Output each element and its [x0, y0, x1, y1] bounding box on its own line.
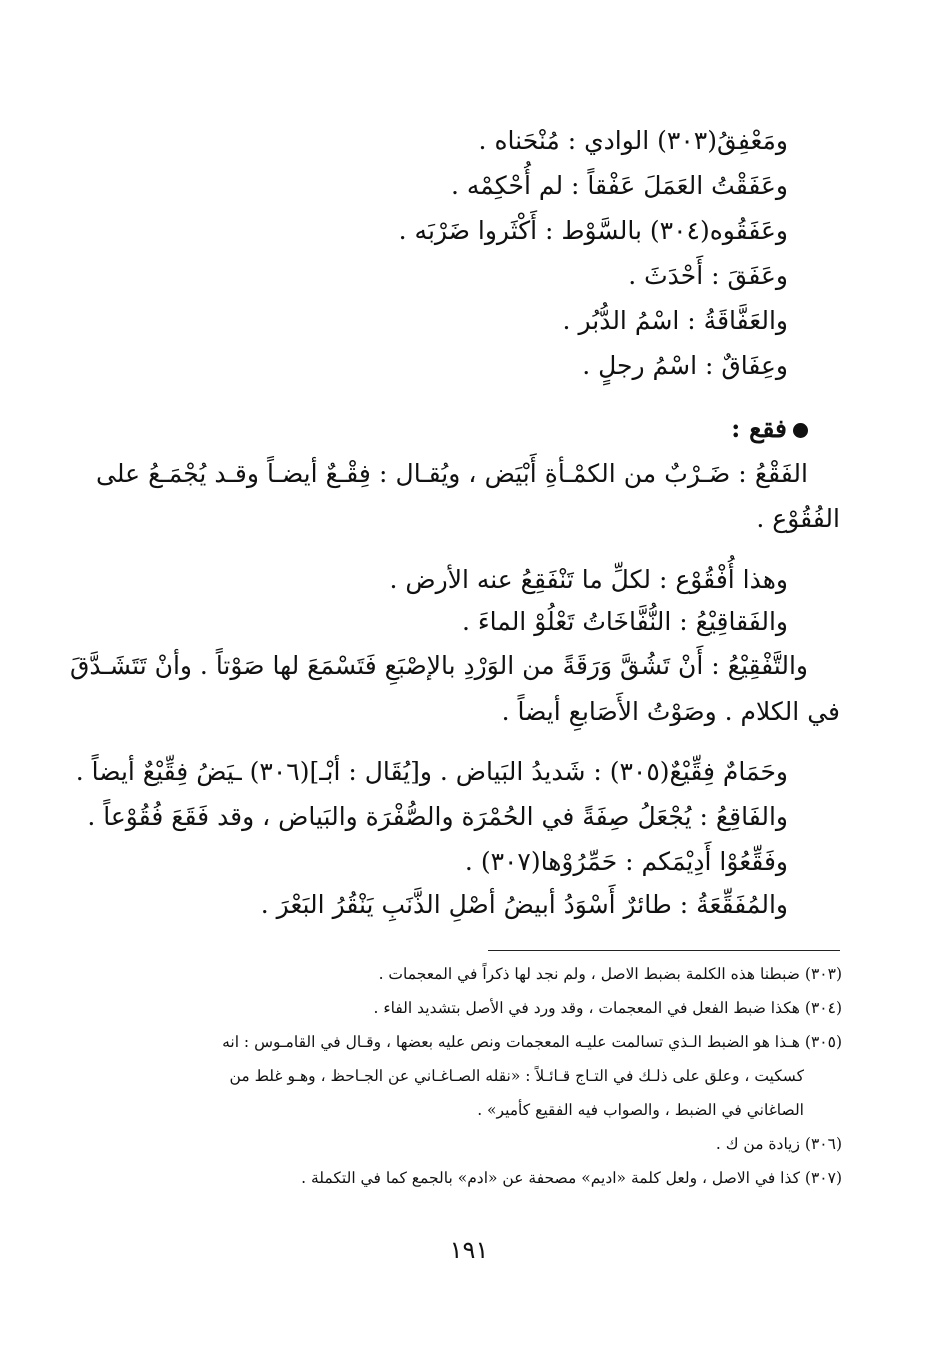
page-number: ١٩١: [449, 1236, 489, 1264]
footnote: (٣٠٤) هكذا ضبط الفعل في المعجمات ، وقد ورد في الأصل بتشديد الفاء .: [373, 999, 842, 1017]
footnote: (٣٠٥) هـذا هو الضبط الـذي تسالمت عليـه المعجمات ونص عليه بعضها ، وقـال في القامـوس : انه: [222, 1033, 842, 1051]
entry-line: وعِفَاقٌ : اسْمُ رجلٍ .: [582, 351, 788, 380]
entry-line: والعَفَّاقَةُ : اسْمُ الدُّبُر .: [562, 306, 788, 335]
section-heading: [731, 409, 808, 449]
bullet-icon: [793, 423, 808, 438]
footnote: (٣٠٧) كذا في الاصل ، ولعل كلمة «اديم» مصحفة عن «ادم» بالجمع كما في التكملة .: [301, 1169, 842, 1187]
section-heading-text: فقع :: [731, 414, 787, 443]
entry-line: والمُفَقِّعَةُ : طائرٌ أَسْوَدُ أبيضُ أصْلِ الذَّنَبِ يَنْقُرُ البَعْرَ .: [260, 890, 788, 919]
entry-line: ومَعْفِقُ(٣٠٣) الوادي : مُنْحَناه .: [478, 126, 788, 155]
footnote-continuation: الصاغاني في الضبط ، والصواب فيه الفقيع كأمير» .: [477, 1101, 804, 1119]
footnote-continuation: كسكيت ، وعلق على ذلـك في التـاج قـائـلاً : «نقله الصـاغـاني عن الجـاحظ ، وهـو غلط من: [229, 1067, 804, 1085]
entry-line: وعَفَقَ : أَحْدَثَ .: [628, 261, 788, 290]
paragraph-line: الفَقْعُ : ضَـرْبٌ من الكمْـأةِ أَبْيَض ، ويُقـال : فِقْـعٌ أيضـاً وقـد يُجْمَـعُ على: [96, 459, 808, 488]
entry-line: والفَقاقِيْعُ : النُّفَّاخَاتُ تَعْلُوْ الماءَ .: [461, 607, 788, 636]
entry-line: وهذا أُفْقُوْع : لكلِّ ما تَنْفَقِعُ عنه الأرض .: [389, 565, 788, 594]
paragraph-line: والتَّفْقِيْعُ : أَنْ تَشُقَّ وَرَقَةً من الوَرْدِ بالإصْبَعِ فَتَسْمَعَ لها صَوْتاً . وأنْ تَتَشَـدَّقَ: [70, 651, 808, 680]
footnote: (٣٠٦) زيادة من ك .: [715, 1135, 842, 1153]
entry-line: وعَفَقُوه(٣٠٤) بالسَّوْط : أَكْثَروا ضَرْبَه .: [398, 216, 788, 245]
footnote-divider: [488, 950, 840, 951]
entry-line: وحَمَامٌ فِقِّيْعٌ(٣٠٥) : شَديدُ البَياض . و[يُقَال : أبْـ](٣٠٦) ـيَضُ فِقِّيْعٌ أيضاً .: [75, 757, 788, 786]
paragraph-line: في الكلام . وصَوْتُ الأَصَابعِ أيضاً .: [501, 697, 840, 726]
footnote: (٣٠٣) ضبطنا هذه الكلمة بضبط الاصل ، ولم نجد لها ذكراً في المعجمات .: [378, 965, 842, 983]
entry-line: وعَفَقْتُ العَمَلَ عَفْقاً : لم أُحْكِمْه .: [450, 171, 788, 200]
entry-line: والفَاقِعُ : يُجْعَلُ صِفَةً في الحُمْرَة والصُّفْرَة والبَياض ، وقد فَقَعَ فُقُوْعاً .: [87, 802, 788, 831]
entry-line: وفَقِّعُوْا أَدِيْمَكم : حَمِّرُوْها(٣٠٧) .: [464, 847, 788, 876]
paragraph-line: الفُقُوْع .: [756, 504, 840, 533]
